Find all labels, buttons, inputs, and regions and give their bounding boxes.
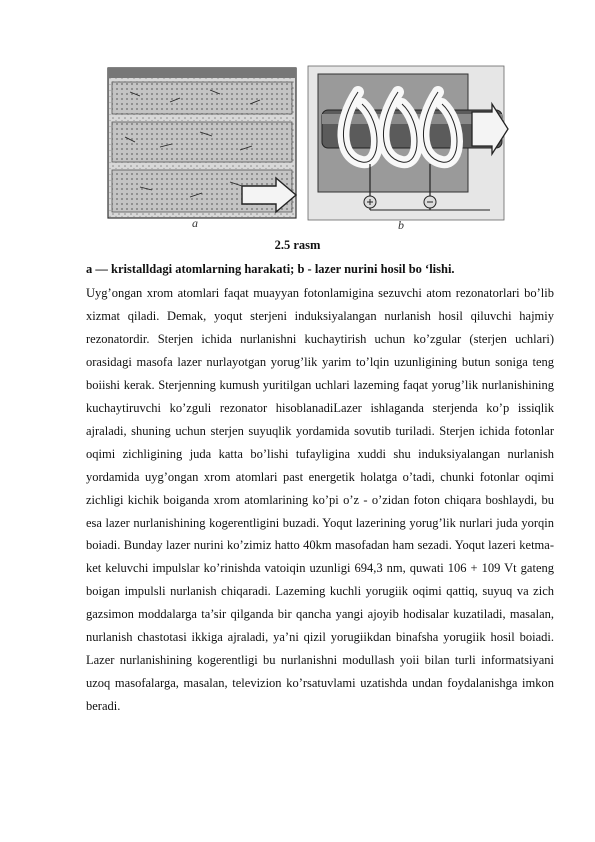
- panel-b-label: b: [398, 218, 404, 232]
- figure-2-5: [100, 62, 510, 237]
- figure-subcaption: a — kristalldagi atomlarning harakati; b - lazer nurini hosil bo ‘lishi.: [86, 262, 455, 276]
- figure-caption: 2.5 rasm: [274, 238, 321, 252]
- panel-a-crystal: [108, 68, 296, 218]
- figure-illustration: [100, 62, 510, 237]
- panel-a-label: a: [192, 216, 198, 230]
- body-paragraph: Uyg’ongan xrom atomlari faqat muayyan fotonlamigina sezuvchi atom rezonatorlari bo’lib xizmat qiladi. Demak, yoqut sterjeni induksiyalangan nurlanish hosil qiluvchi hajmiy rezonatordir. Sterjen ichida nurlanishni kuchaytirish uchun ko’zgular (sterjen uchlari) orasidagi masofa lazer nurlayotgan yorug’lik yarim to’lqin uzunligining butun soniga teng boiishi kerak. Sterjenning kumush yuritilgan uchlari lazeming faqat yorug’lik nurlanishining kuchaytiruvchi ko’zguli rezonator hisoblanadiLazer ishlaganda sterjenda ko’p issiqlik ajraladi, shuning uchun sterjen suyuqlik yordamida sovutib turiladi. Sterjen ichida fotonlar oqimi zichligining juda katta bo’lishi tufayligina xuddi shu induksiyalangan nurlanish yordamida uyg’ongan xrom atomlari past energetik holatga o’tadi, chunki fotonlar oqimi zichligi kichik boiganda xrom atomlarining ko’pi o’z - o’zidan foton chiqara boshlaydi, bu esa lazer nurlanishining kogerentligini buzadi. Yoqut lazerining yorug’lik nurlari juda yorqin boiadi. Bunday lazer nurini ko’zimiz hatto 40km masofadan ham sezadi. Yoqut lazeri ketma-ket keluvchi impulslar ko’rinishda vatoiqin uzunligi 694,3 nm, quwati 106 + 109 Vt gateng boigan impulsli nurlanish chiqaradi. Lazeming kuchli yorugiik oqimi qattiq, suyuq va zich gazsimon moddalarga ta’sir qilganda bir qancha yangi ajoyib hodisalar kuzatiladi, masalan, nurlanish chastotasi ikkiga ajraladi, ya’ni qizil yorugiikdan binafsha yorugiik hosil boiadi. Lazer nurlanishining kogerentligi bu nurlanishni modullash yoii bilan turli informatsiyani uzoq masofalarga, masalan, televizion ko’rsatuvlami uzatishda undan foydalanishga imkon beradi.: [86, 286, 554, 714]
- panel-b-laser: [308, 66, 508, 220]
